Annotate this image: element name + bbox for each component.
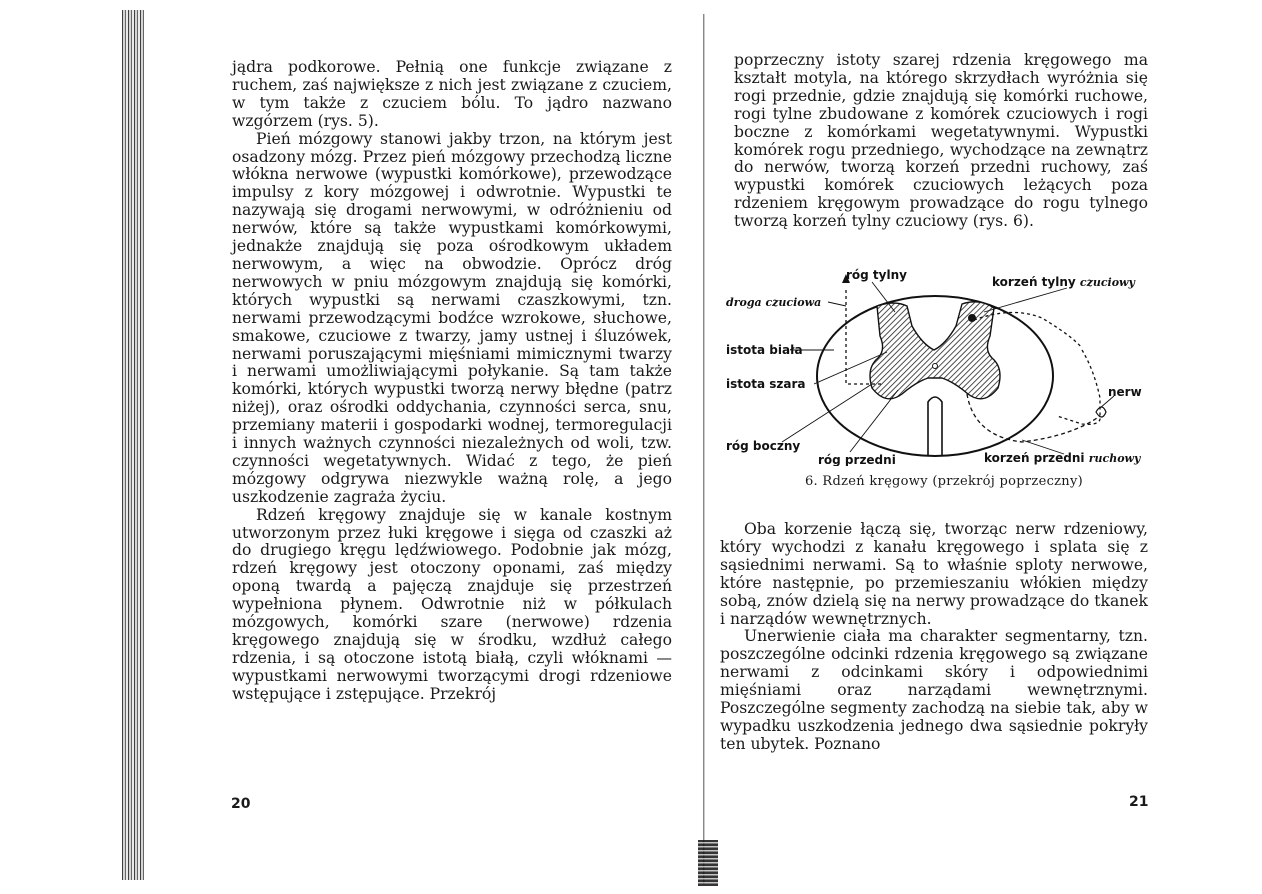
right-page-text-bottom <box>720 521 1148 754</box>
spinal-cord-figure <box>722 266 1152 466</box>
right-page-number: 21 <box>1129 794 1149 810</box>
label-droga-czuciowa: droga czuciowa <box>726 296 822 309</box>
label-korzen-tylny: korzeń tylny czuciowy <box>992 275 1135 289</box>
left-paragraph-2: Pień mózgowy stanowi jakby trzon, na którym jest osadzony mózg. Przez pień mózgowy przechodzą liczne włókna nerwowe (wypustki komórkowe), przewodzące impulsy z kory mózgowej i odwrotnie. Wypustki te nazywają się drogami nerwowymi, w odróżnieniu od nerwów, które są także wypustkami komórkowymi, jednakże znajdują się poza ośrodkowym układem nerwowym, a więc na obwodzie. Oprócz dróg nerwowych w pniu mózgowym znajdują się komórki, których wypustki są nerwami czaszkowymi, tzn. nerwami przewodzącymi bodźce wzrokowe, słuchowe, smakowe, czuciowe z twarzy, jamy ustnej i śluzówek, nerwami poruszającymi mięśniami mimicznymi twarzy i nerwami umożliwiającymi połykanie. Są tam także komórki, których wypustki tworzą nerwy błędne (patrz niżej), oraz ośrodki oddychania, czynności serca, snu, przemiany materii i gospodarki wodnej, termoregulacji i innych ważnych czynności niezależnych od woli, tzw. czynności wegetatywnych. Widać z tego, że pień mózgowy odgrywa niezwykle ważną rolę, a jego uszkodzenie zagraża życiu. <box>232 129 672 506</box>
label-korzen-przedni: korzeń przedni ruchowy <box>984 451 1141 465</box>
left-paragraph-3: Rdzeń kręgowy znajduje się w kanale kostnym utworzonym przez łuki kręgowe i sięga od czaszki aż do drugiego kręgu lędźwiowego. Podobnie jak mózg, rdzeń kręgowy jest otoczony oponami, zaś między oponą twardą a pajęczą znajduje się przestrzeń wypełniona płynem. Odwrotnie niż w półkulach mózgowych, komórki szare (nerwowe) rdzenia kręgowego znajdują się w środku, wzdłuż całego rdzenia, i są otoczone istotą białą, czyli włóknami — wypustkami nerwowymi tworzącymi drogi rdzeniowe wstępujące i zstępujące. Przekrój <box>232 505 672 703</box>
label-istota-biala: istota biała <box>726 343 803 357</box>
left-paragraph-1: jądra podkorowe. Pełnią one funkcje związane z ruchem, zaś największe z nich jest związane z czuciem, w tym także z czuciem bólu. To jądro nazwano wzgórzem (rys. 5). <box>232 58 672 130</box>
book-gutter <box>700 14 714 884</box>
right-paragraph-2: Oba korzenie łączą się, tworząc nerw rdzeniowy, który wychodzi z kanału kręgowego i splata się z sąsiednimi nerwami. Są to właśnie sploty nerwowe, które następnie, po przemieszaniu włókien między sobą, znów dzielą się na nerwy prowadzące do tkanek i narządów wewnętrznych. <box>720 520 1148 628</box>
sensory-cell-body <box>968 314 976 322</box>
right-paragraph-1: poprzeczny istoty szarej rdzenia kręgowego ma kształt motyla, na którego skrzydłach wyróżnia się rogi przednie, gdzie znajdują się komórki ruchowe, rogi tylne zbudowane z komórek czuciowych i rogi boczne z komórkami wegetatywnymi. Wypustki komórek rogu przedniego, wychodzące na zewnątrz do nerwów, tworzą korzeń przedni ruchowy, zaś wypustki komórek czuciowych leżących poza rdzeniem kręgowym prowadzące do rogu tylnego tworzą korzeń tylny czuciowy (rys. 6). <box>734 51 1148 231</box>
spinal-cord-diagram <box>722 266 1152 466</box>
spinal-nerve-line <box>1057 350 1100 424</box>
left-page-number: 20 <box>231 796 251 812</box>
left-page-text <box>232 59 672 704</box>
label-rog-boczny: róg boczny <box>726 439 801 453</box>
label-rog-tylny: róg tylny <box>846 268 907 282</box>
label-istota-szara: istota szara <box>726 377 806 391</box>
figure-caption: 6. Rdzeń kręgowy (przekrój poprzeczny) <box>804 474 1083 489</box>
leader-droga-czuciowa <box>828 302 846 306</box>
book-gutter-shadow <box>698 840 718 886</box>
leader-korzen-tylny <box>984 288 1067 312</box>
right-paragraph-3: Unerwienie ciała ma charakter segmentarny, tzn. poszczególne odcinki rdzenia kręgowego są związane nerwami z odcinkami skóry i odpowiednimi mięśniami oraz narządami wewnętrznymi. Poszczególne segmenty zachodzą na siebie tak, aby w wypadku uszkodzenia jednego dwa sąsiednie pokryły ten ubytek. Poznano <box>720 627 1148 753</box>
nerve-ganglion-icon <box>1096 407 1106 417</box>
central-canal <box>933 364 938 369</box>
right-page-text-top <box>734 52 1148 231</box>
label-rog-przedni: róg przedni <box>818 453 896 466</box>
label-nerw: nerw <box>1108 385 1142 399</box>
book-binding-edge <box>122 10 144 880</box>
